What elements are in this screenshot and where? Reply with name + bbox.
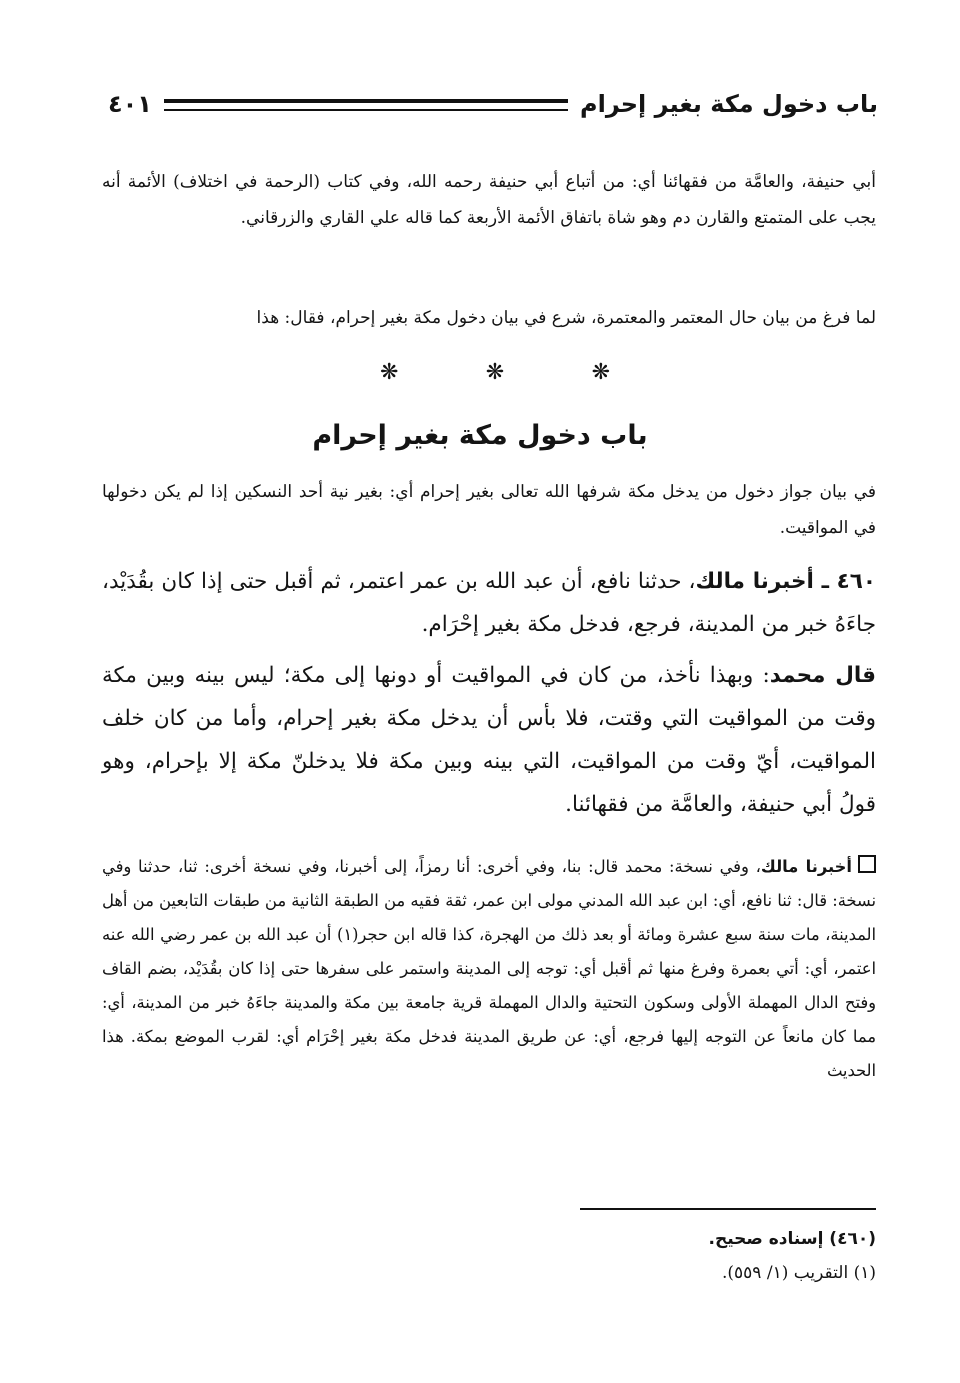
hadith-number: ٤٦٠ ـ أخبرنا مالك (695, 569, 876, 594)
page-number: ٤٠١ (108, 90, 152, 118)
chapter-intro: في بيان جواز دخول من يدخل مكة شرفها الله تعالى بغير إحرام أي: بغير نية أحد النسكين إذا لم يكن دخولها في المواقيت. (102, 482, 876, 538)
explanation-text: أخبرنا مالك، وفي نسخة: محمد قال: بنا، وفي أخرى: أنا رمزاً، إلى أخبرنا، وفي نسخة أخرى: ثنا، حدثنا وفي نسخة: قال: ثنا نافع، أي: ابن عبد الله المدني مولى ابن عمر، ثقة فقيه من الطبقة الثانية من طبقات التابعين من أهل المدينة، مات سنة سبع عشرة ومائة أو بعد ذلك من الهجرة، كذا قاله ابن حجر(١) أن عبد الله بن عمر رضي الله عنه اعتمر، أي: أتي بعمرة وفرغ منها ثم أقبل أي: توجه إلى المدينة واستمر على سفرها حتى إذا كان بقُدَيْد، بضم القاف وفتح الدال المهملة الأولى وسكون التحتية والدال المهملة قرية جامعة بين مكة والمدينة جاءَهُ خبر من المدينة، أي: مما كان مانعاً عن التوجه إليها فرجع، أي: عن طريق المدينة فدخل مكة بغير إحْرَام أي: لقرب الموضع بمكة. هذا الحديث (102, 857, 877, 1080)
square-marker-icon (858, 855, 876, 873)
section-separator (380, 360, 610, 385)
footnote-divider (580, 1208, 876, 1210)
asterisk-icon: ❋ (485, 360, 505, 385)
asterisk-icon: ❋ (380, 360, 399, 385)
speaker-label: قال محمد (769, 663, 876, 688)
commentary-continuation: أبي حنيفة، والعامَّة من فقهائنا أي: من أتباع أبي حنيفة رحمه الله، وفي كتاب (الرحمة في اختلاف) الأئمة أنه يجب على المتمتع والقارن دم وهو شاة باتفاق الأئمة الأربعة كما قاله علي القاري والزرقاني. (102, 172, 876, 228)
hadith-text: ٤٦٠ ـ أخبرنا مالك، حدثنا نافع، أن عبد الله بن عمر اعتمر، ثم أقبل حتى إذا كان بقُدَيْد، جاءَهُ خبر من المدينة، فرجع، فدخل مكة بغير إحْرَام. (102, 569, 876, 637)
page-header (108, 84, 878, 124)
footnote-source: (٤٦٠) إسناده صحيح. (708, 1229, 876, 1249)
explanation-label: أخبرنا مالك (760, 857, 852, 876)
footnote-1: (١) التقريب (١/ ٥٥٩). (721, 1263, 876, 1283)
imam-muhammad-commentary: قال محمد: وبهذا نأخذ، من كان في المواقيت أو دونها إلى مكة؛ ليس بينه وبين مكة وقت من المواقيت التي وقتت، فلا بأس أن يدخل مكة بغير إحرام، وأما من كان خلف المواقيت، أيّ وقت من المواقيت، التي بينه وبين مكة فلا يدخلنّ مكة إلا بإحرام، وهو قولُ أبي حنيفة، والعامَّة من فقهائنا. (102, 663, 876, 817)
header-rule (164, 99, 568, 111)
asterisk-icon: ❋ (591, 360, 610, 385)
transition-sentence: لما فرغ من بيان حال المعتمر والمعتمرة، شرع في بيان دخول مكة بغير إحرام، فقال: هذا (256, 308, 876, 328)
footnotes (500, 1222, 876, 1290)
chapter-title: باب دخول مكة بغير إحرام (312, 420, 648, 451)
running-title: باب دخول مكة بغير إحرام (580, 90, 878, 118)
